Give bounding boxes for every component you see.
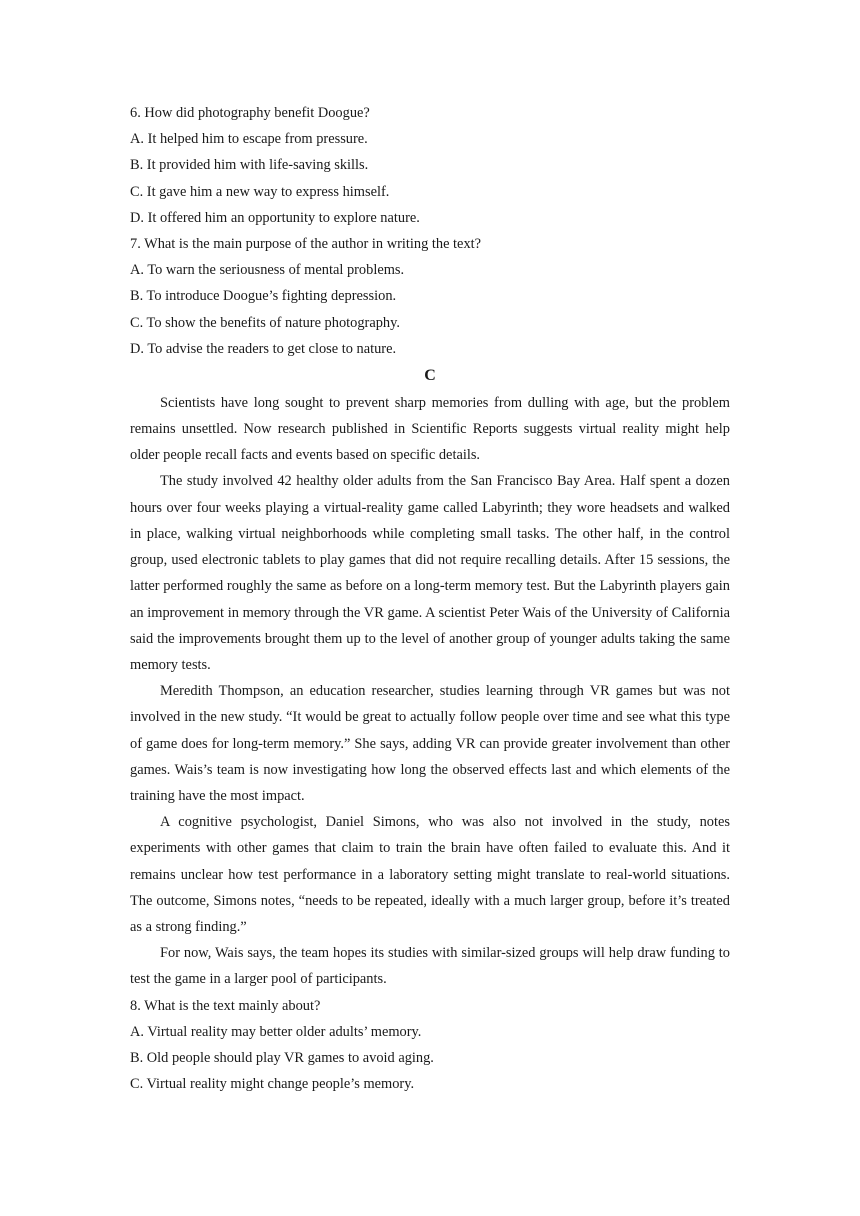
- q7-option-d: D. To advise the readers to get close to nature.: [130, 340, 397, 357]
- passage-paragraph-3: Meredith Thompson, an education researcher, studies learning through VR games but was not involved in the new study. “It would be great to actually follow people over time and see what this type of game does for long-term memory.” She says, adding VR can provide greater involvement than other games. Wais’s team is now investigating how long the observed effects last and which elements of the training have the most impact.: [130, 683, 730, 804]
- q7-option-c: C. To show the benefits of nature photography.: [130, 314, 400, 331]
- q7-option-b: B. To introduce Doogue’s fighting depression.: [130, 288, 397, 305]
- q8-option-c: C. Virtual reality might change people’s memory.: [130, 1076, 415, 1093]
- question-7: 7. What is the main purpose of the author in writing the text?: [130, 235, 482, 252]
- passage-paragraph-4: A cognitive psychologist, Daniel Simons, who was also not involved in the study, notes experiments with other games that claim to train the brain have often failed to evaluate this. And it remains unclear how test performance in a laboratory setting might translate to real-world situations. The outcome, Simons notes, “needs to be repeated, ideally with a much larger group, before it’s treated as a strong finding.”: [130, 814, 730, 935]
- q8-option-a: A. Virtual reality may better older adults’ memory.: [130, 1023, 422, 1040]
- passage-paragraph-5: For now, Wais says, the team hopes its studies with similar-sized groups will help draw funding to test the game in a larger pool of participants.: [130, 945, 730, 988]
- passage-paragraph-1: Scientists have long sought to prevent sharp memories from dulling with age, but the problem remains unsettled. Now research published in Scientific Reports suggests virtual reality might help older people recall facts and events based on specific details.: [130, 394, 730, 464]
- q7-option-a: A. To warn the seriousness of mental problems.: [130, 262, 405, 279]
- q6-option-c: C. It gave him a new way to express himself.: [130, 183, 390, 200]
- question-6: 6. How did photography benefit Doogue?: [130, 105, 370, 121]
- passage-paragraph-2: The study involved 42 healthy older adults from the San Francisco Bay Area. Half spent a dozen hours over four weeks playing a virtual-reality game called Labyrinth; they wore headsets and walked in place, walking virtual neighborhoods while completing small tasks. The other half, in the control group, used electronic tablets to play games that did not require recalling details. After 15 sessions, the latter performed roughly the same as before on a long-term memory test. But the Labyrinth players gain an improvement in memory through the VR game. A scientist Peter Wais of the University of California said the improvements brought them up to the level of another group of younger adults taking the same memory tests.: [130, 473, 730, 673]
- q8-option-b: B. Old people should play VR games to avoid aging.: [130, 1049, 434, 1066]
- document-page: [130, 100, 730, 1097]
- q6-option-b: B. It provided him with life-saving skills.: [130, 157, 369, 174]
- question-8: 8. What is the text mainly about?: [130, 997, 321, 1014]
- q6-option-a: A. It helped him to escape from pressure.: [130, 131, 368, 148]
- section-title-c: C: [424, 366, 436, 384]
- q6-option-d: D. It offered him an opportunity to explore nature.: [130, 209, 420, 226]
